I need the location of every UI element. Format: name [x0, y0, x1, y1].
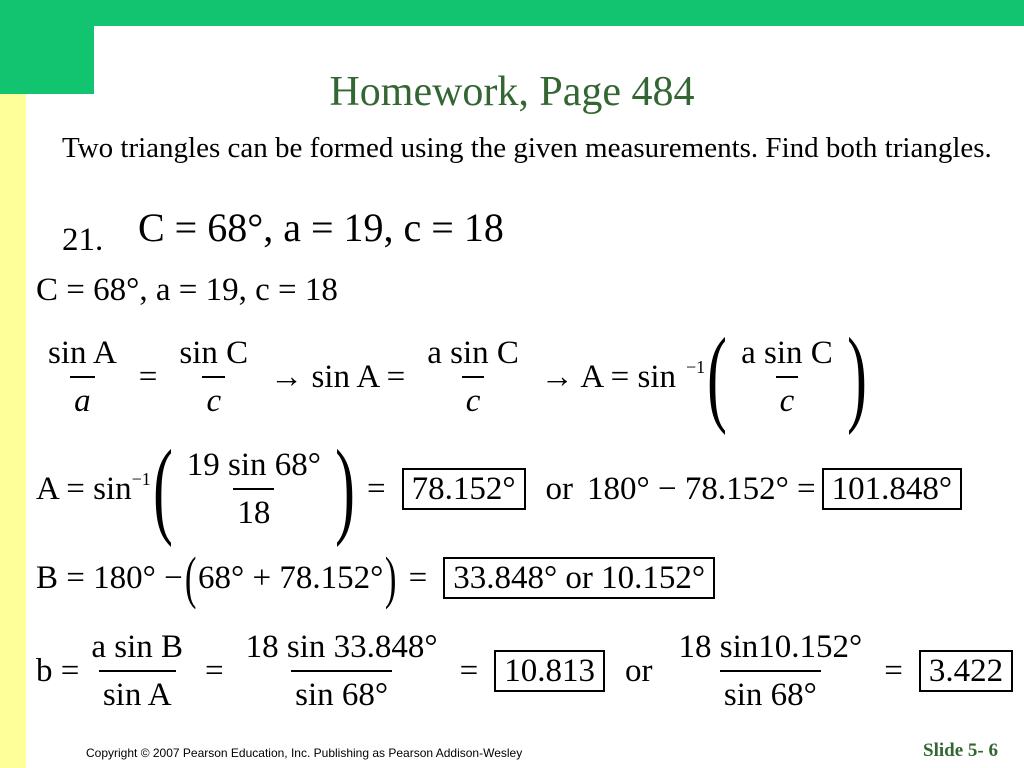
arrow-sinA: → sin A = [270, 358, 406, 395]
A-equals-sin: A = sin [36, 470, 132, 507]
right-paren: ) [385, 545, 397, 610]
frac-numerator: 19 sin 68° [186, 447, 321, 483]
result-box-b2: 3.422 [919, 650, 1013, 692]
side-b-step [36, 616, 1019, 726]
right-paren: ) [846, 317, 867, 436]
side-accent-bar [0, 94, 26, 768]
frac-numerator: a sin C [741, 335, 833, 371]
equals-sign: = [138, 358, 158, 395]
right-paren: ) [335, 429, 355, 548]
fraction-sinC-c [175, 336, 252, 418]
frac-denominator: sin 68° [291, 670, 392, 712]
result-box-b1: 10.813 [494, 650, 605, 692]
arrow-A: → A = sin [540, 358, 676, 395]
angle-A-step [36, 429, 968, 548]
solution-given-line [36, 272, 338, 309]
fraction-18sin33-sin68 [242, 630, 442, 712]
inverse-exponent: −1 [685, 356, 706, 377]
fraction-19sin68-18 [183, 448, 325, 530]
slide-title: Homework, Page 484 [329, 69, 695, 115]
or-word: or [545, 470, 574, 507]
frac-denominator: c [776, 376, 799, 418]
frac-denominator: c [202, 376, 225, 418]
frac-denominator: 18 [233, 488, 274, 530]
fraction-sinA-a [44, 336, 121, 418]
result-box-B: 33.848° or 10.152° [443, 557, 715, 599]
supplement-expression: 180° − 78.152° = [587, 470, 816, 507]
angle-B-step [36, 545, 721, 610]
frac-numerator: 18 sin10.152° [678, 629, 863, 665]
left-paren: ( [707, 317, 728, 436]
equals-sign: = [459, 652, 479, 689]
equals-sign: = [205, 652, 224, 689]
fraction-18sin10-sin68 [675, 630, 867, 712]
fraction-asinB-sinA [87, 630, 187, 712]
left-paren: ( [152, 429, 173, 548]
equals-sign: = [408, 559, 428, 596]
frac-denominator: a [70, 376, 95, 418]
frac-numerator: a sin C [427, 335, 519, 371]
result-box-A1: 78.152° [402, 468, 526, 510]
b-equals: b = [36, 652, 80, 689]
frac-denominator: sin 68° [720, 670, 821, 712]
copyright-footer: Copyright © 2007 Pearson Education, Inc. Publishing as Pearson Addison-Wesley [86, 746, 523, 760]
top-accent-bar [0, 0, 1024, 26]
given-line-text: C = 68°, a = 19, c = 18 [36, 272, 338, 308]
fraction-asinC-c [423, 336, 523, 418]
frac-numerator: 18 sin 33.848° [245, 629, 438, 665]
inverse-exponent: −1 [131, 468, 151, 489]
result-box-A2: 101.848° [822, 468, 962, 510]
problem-given: C = 68°, a = 19, c = 18 [138, 205, 504, 250]
B-equals: B = 180° − [36, 559, 183, 596]
frac-denominator: sin A [99, 670, 176, 712]
left-paren: ( [184, 545, 197, 610]
frac-numerator: sin C [179, 335, 249, 371]
frac-denominator: c [462, 376, 485, 418]
frac-numerator: a sin B [91, 629, 184, 665]
law-of-sines-step [36, 317, 869, 436]
slide-number: Slide 5- 6 [923, 740, 998, 761]
frac-numerator: sin A [48, 335, 117, 371]
problem-number: 21. [62, 222, 104, 258]
fraction-inverse-arg [737, 336, 837, 418]
equals-sign: = [366, 470, 386, 507]
inner-sum: 68° + 78.152° [198, 559, 384, 596]
equals-sign: = [884, 652, 903, 689]
or-word: or [625, 652, 653, 689]
problem-statement: Two triangles can be formed using the given measurements. Find both triangles. [62, 132, 992, 164]
